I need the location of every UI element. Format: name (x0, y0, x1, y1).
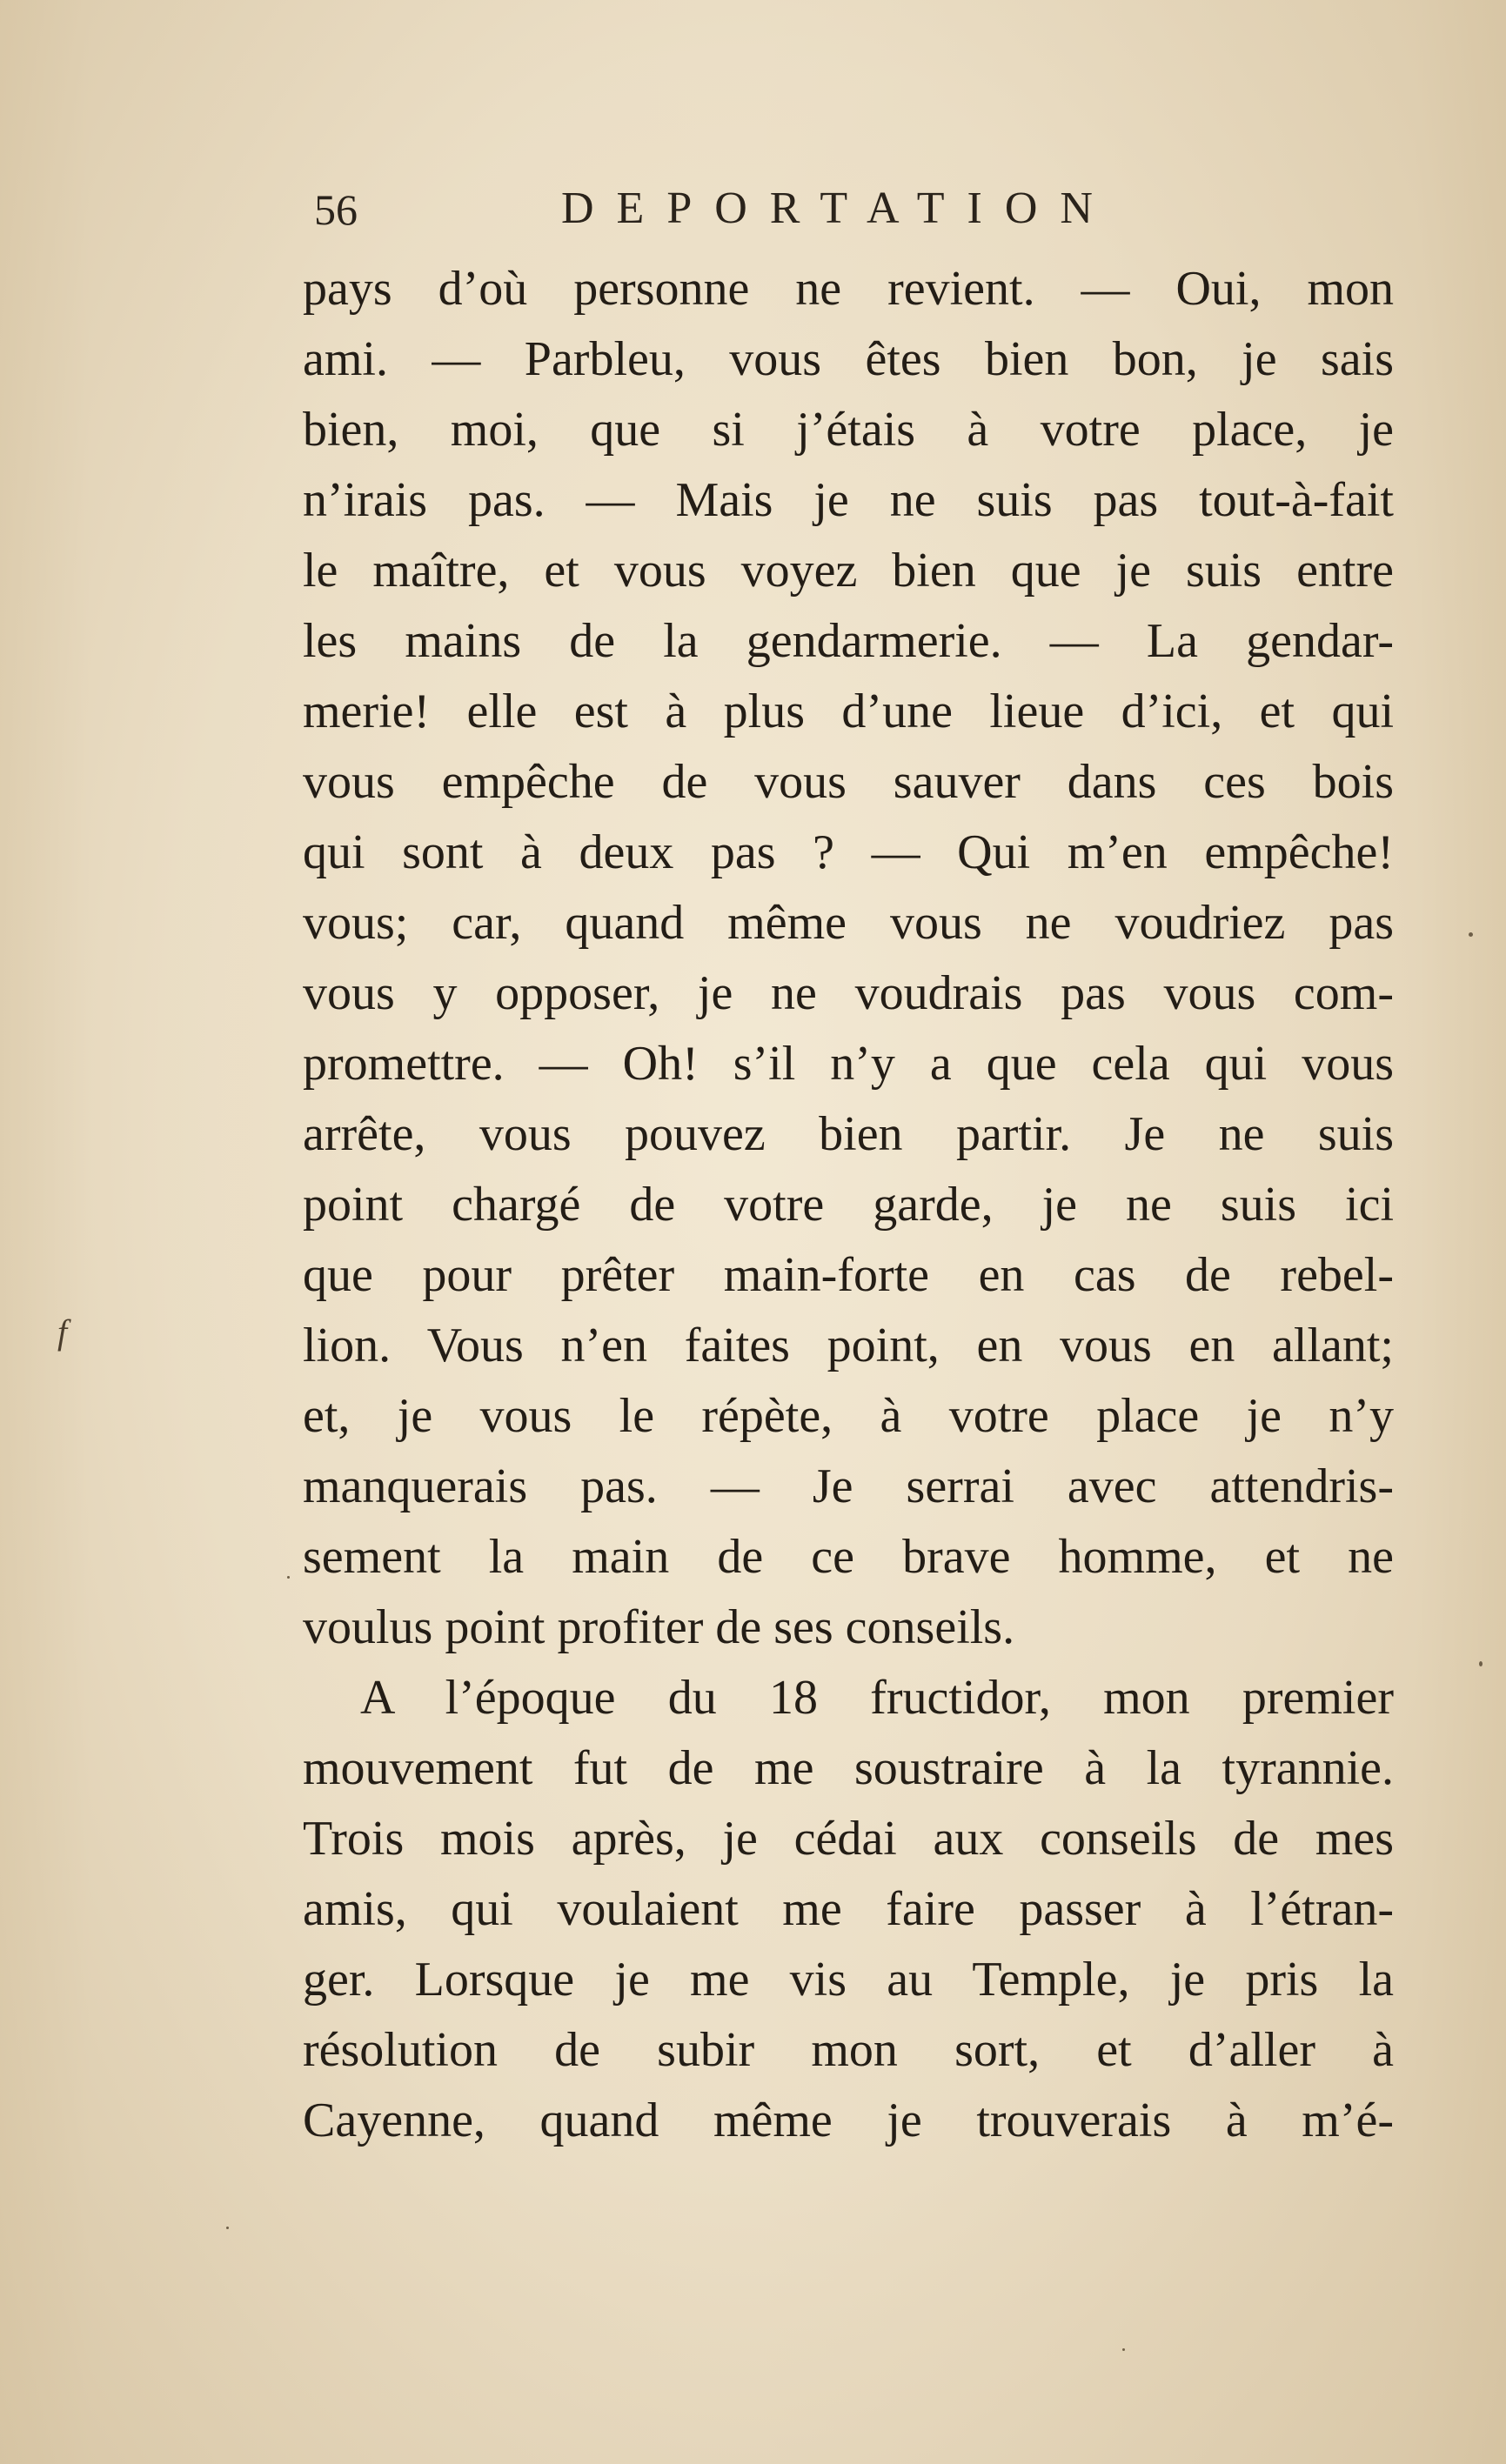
running-head: DEPORTATION (561, 184, 1115, 233)
text-line: que pour prêter main-forte en cas de rebel- (303, 1248, 1394, 1302)
text-line: pays d’où personne ne revient. — Oui, mon (303, 262, 1394, 316)
text-line: A l’époque du 18 fructidor, mon premier (360, 1671, 1394, 1725)
text-line: vous y opposer, je ne voudrais pas vous com- (303, 966, 1394, 1020)
text-line: qui sont à deux pas ? — Qui m’en empêche! (303, 825, 1394, 879)
paper-speck (1122, 2348, 1125, 2351)
text-line: promettre. — Oh! s’il n’y a que cela qui vous (303, 1037, 1394, 1091)
text-line: mouvement fut de me soustraire à la tyrannie. (303, 1741, 1394, 1795)
text-line: les mains de la gendarmerie. — La gendar- (303, 614, 1394, 668)
text-line: lion. Vous n’en faites point, en vous en allant; (303, 1319, 1394, 1372)
text-line: le maître, et vous voyez bien que je suis entre (303, 544, 1394, 598)
text-line: vous; car, quand même vous ne voudriez pas (303, 896, 1394, 950)
text-line: merie! elle est à plus d’une lieue d’ici, et qui (303, 684, 1394, 738)
text-line: Trois mois après, je cédai aux conseils de mes (303, 1812, 1394, 1866)
paper-speck (1479, 1661, 1483, 1666)
text-line: manquerais pas. — Je serrai avec attendris- (303, 1459, 1394, 1513)
text-line: sement la main de ce brave homme, et ne (303, 1530, 1394, 1584)
text-line: amis, qui voulaient me faire passer à l’étran- (303, 1882, 1394, 1936)
text-line: ger. Lorsque je me vis au Temple, je pris la (303, 1953, 1394, 2007)
text-line: et, je vous le répète, à votre place je n’y (303, 1389, 1394, 1443)
text-line: ami. — Parbleu, vous êtes bien bon, je sais (303, 332, 1394, 386)
page-header (300, 181, 1396, 242)
page-number: 56 (314, 185, 358, 234)
text-line: point chargé de votre garde, je ne suis ici (303, 1178, 1394, 1232)
text-line: n’irais pas. — Mais je ne suis pas tout-à-fait (303, 473, 1394, 527)
text-line: bien, moi, que si j’étais à votre place, je (303, 403, 1394, 457)
margin-mark: f (57, 1312, 68, 1352)
paper-speck (1469, 932, 1473, 937)
paper-speck (287, 1576, 290, 1579)
text-line: vous empêche de vous sauver dans ces bois (303, 755, 1394, 809)
body-text (303, 254, 1394, 2156)
text-line: résolution de subir mon sort, et d’aller à (303, 2023, 1394, 2077)
text-line: arrête, vous pouvez bien partir. Je ne suis (303, 1107, 1394, 1161)
text-line: Cayenne, quand même je trouverais à m’é- (303, 2093, 1394, 2147)
paper-speck (226, 2227, 229, 2229)
text-line: voulus point profiter de ses conseils. (303, 1600, 1015, 1654)
